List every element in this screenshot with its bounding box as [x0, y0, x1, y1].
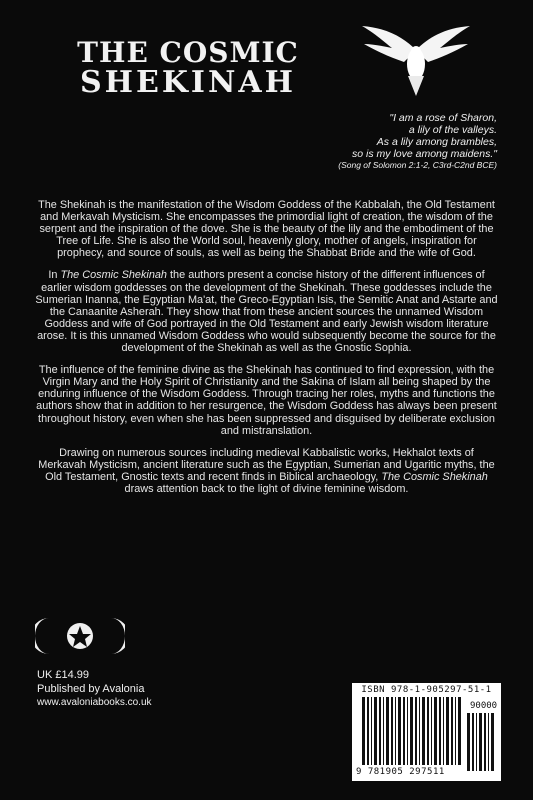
barcode-bars	[362, 697, 462, 767]
epigraph-quote	[237, 112, 497, 171]
barcode-bar	[431, 697, 432, 765]
quote-line: As a lily among brambles,	[376, 136, 497, 148]
barcode-bar	[451, 697, 453, 765]
barcode-bar	[407, 697, 408, 765]
addon-barcode-bars	[467, 713, 497, 771]
publisher-text: Published by Avalonia	[37, 683, 145, 695]
title-line-1: THE COSMIC	[77, 36, 299, 69]
triple-moon-pentacle-icon	[35, 616, 125, 656]
barcode-bar	[439, 697, 441, 765]
barcode-bar	[476, 713, 477, 771]
blurb-paragraph-2	[34, 269, 499, 354]
barcode-bar	[398, 697, 401, 765]
barcode-bar	[419, 697, 420, 765]
barcode-bar	[403, 697, 405, 765]
blurb-text-span: the authors present a concise history of the different influences of earlier wisdom goddesses on the development of the Shekinah. These goddesses include the Sumerian Inanna, the Egyptian Ma'at, the Greco-Egyptian Isis, the Semitic Anat and Astarte and the Canaanite Asherah. They show that from these ancient sources the unnamed Wisdom Goddess and wife of God portrayed in the Old Testament and early Jewish wisdom literature arose. It is this unnamed Wisdom Goddess who would subsequently become the source for the development of the Shekinah as well as the Gnostic Sophia.	[35, 269, 498, 355]
quote-line: so is my love among maidens."	[352, 148, 497, 160]
barcode-bar	[362, 697, 365, 765]
blurb-paragraph-1: The Shekinah is the manifestation of the Wisdom Goddess of the Kabbalah, the Old Testament and Merkavah Mysticism. She encompasses the primordial light of creation, the wisdom of the serpent and the inspiration of the dove. She is the beauty of the lily and the embodiment of the Tree of Life. She is also the World soul, heavenly glory, mother of angels, inspiration for prophecy, and source of souls, as well as being the Shabbat Bride and the wife of God.	[38, 199, 495, 260]
barcode-bar	[395, 697, 396, 765]
barcode-bar	[479, 713, 482, 771]
barcode-digits: 9 781905 297511	[356, 767, 445, 777]
barcode-bar	[455, 697, 456, 765]
barcode-bar	[484, 713, 486, 771]
blurb-paragraph-4	[34, 447, 499, 495]
barcode-bar	[367, 697, 369, 765]
barcode-bar	[379, 697, 381, 765]
barcode-bar	[386, 697, 389, 765]
barcode-bar	[467, 713, 470, 771]
barcode-bar	[410, 697, 413, 765]
barcode-bar	[488, 713, 489, 771]
barcode-bar	[458, 697, 461, 765]
barcode-bar	[371, 697, 372, 765]
blurb-paragraph-3: The influence of the feminine divine as the Shekinah has continued to find expression, with the Virgin Mary and the Holy Spirit of Christianity and the Sakina of Islam all being shaped by the enduring influence of the Wisdom Goddess. Through tracing her roles, myths and functions the authors show that in addition to her resurgence, the Wisdom Goddess has always been present throughout history, even when she has been suppressed and disguised by deliberate exclusion and mistranslation.	[36, 364, 497, 437]
book-title	[48, 38, 328, 98]
quote-line: a lily of the valleys.	[408, 124, 497, 136]
barcode-bar	[383, 697, 384, 765]
dove-icon	[358, 20, 474, 100]
price-code-label: 90000	[470, 701, 498, 711]
barcode-bar	[443, 697, 444, 765]
barcode-bar	[415, 697, 417, 765]
barcode-bar	[472, 713, 474, 771]
website-link[interactable]: www.avaloniabooks.co.uk	[37, 697, 152, 708]
isbn-barcode	[352, 683, 501, 781]
barcode-bar	[446, 697, 449, 765]
blurb-text	[34, 199, 499, 505]
blurb-text-span: Drawing on numerous sources including medieval Kabbalistic works, Hekhalot texts of Merkavah Mysticism, ancient literature such as the Egyptian, Sumerian and Ugaritic myths, the Old Testament, Gnostic texts and recent finds in Biblical archaeology,	[38, 446, 495, 483]
barcode-bar	[491, 713, 494, 771]
barcode-bar	[434, 697, 437, 765]
barcode-bar	[391, 697, 393, 765]
price-text: UK £14.99	[37, 669, 89, 681]
blurb-text-span: draws attention back to the light of divine feminine wisdom.	[124, 482, 409, 495]
barcode-bar	[422, 697, 425, 765]
blurb-text-span: In	[48, 269, 61, 282]
book-title-italic: The Cosmic Shekinah	[60, 269, 167, 282]
title-line-2: SHEKINAH	[79, 65, 297, 100]
quote-line: "I am a rose of Sharon,	[389, 112, 497, 124]
barcode-bar	[427, 697, 429, 765]
book-title-italic: The Cosmic Shekinah	[381, 470, 488, 483]
isbn-label: ISBN 978-1-905297-51-1	[361, 685, 492, 695]
quote-citation: (Song of Solomon 2:1-2, C3rd-C2nd BCE)	[338, 160, 497, 170]
barcode-bar	[374, 697, 377, 765]
publisher-info	[37, 668, 152, 710]
